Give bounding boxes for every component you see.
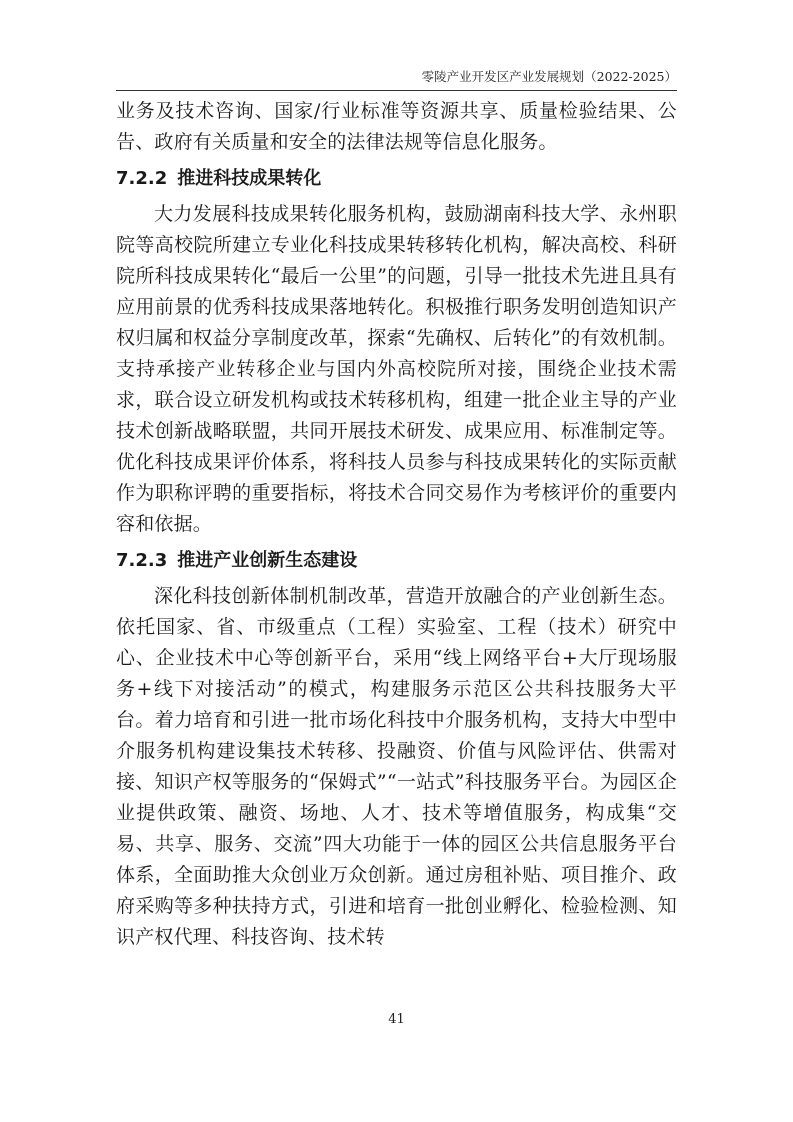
- section-title: 推进科技成果转化: [177, 168, 322, 189]
- intro-paragraph: 业务及技术咨询、国家/行业标准等资源共享、质量检验结果、公告、政府有关质量和安全的法律法规等信息化服务。: [116, 100, 677, 153]
- section-paragraph: 大力发展科技成果转化服务机构，鼓励湖南科技大学、永州职院等高校院所建立专业化科技成果转移转化机构，解决高校、科研院所科技成果转化“最后一公里”的问题，引导一批技术先进且具有应用前景的优秀科技成果落地转化。积极推行职务发明创造知识产权归属和权益分享制度改革，探索“先确权、后转化”的有效机制。支持承接产业转移企业与国内外高校院所对接，围绕企业技术需求，联合设立研发机构或技术转移机构，组建一批企业主导的产业技术创新战略联盟，共同开展技术研发、成果应用、标准制定等。优化科技成果评价体系，将科技人员参与科技成果转化的实际贡献作为职称评聘的重要指标，将技术合同交易作为考核评价的重要内容和依据。: [116, 203, 677, 535]
- section-heading-7-2-3: [116, 545, 677, 576]
- running-header: 零陵产业开发区产业发展规划（2022-2025）: [421, 69, 677, 84]
- section-paragraph: 深化科技创新体制机制改革，营造开放融合的产业创新生态。依托国家、省、市级重点（工程）实验室、工程（技术）研究中心、企业技术中心等创新平台，采用“线上网络平台+大厅现场服务+线下对接活动”的模式，构建服务示范区公共科技服务大平台。着力培育和引进一批市场化科技中介服务机构，支持大中型中介服务机构建设集技术转移、投融资、价值与风险评估、供需对接、知识产权等服务的“保姆式”“一站式”科技服务平台。为园区企业提供政策、融资、场地、人才、技术等增值服务，构成集“交易、共享、服务、交流”四大功能于一体的园区公共信息服务平台体系，全面助推大众创业万众创新。通过房租补贴、项目推介、政府采购等多种扶持方式，引进和培育一批创业孵化、检验检测、知识产权代理、科技咨询、技术转: [116, 585, 677, 948]
- document-body: [116, 96, 677, 953]
- page-number: 41: [388, 1012, 405, 1027]
- section-number: 7.2.3: [116, 550, 168, 571]
- header-rule: [116, 90, 677, 91]
- section-title: 推进产业创新生态建设: [177, 550, 358, 571]
- section-number: 7.2.2: [116, 168, 168, 189]
- section-heading-7-2-2: [116, 163, 677, 194]
